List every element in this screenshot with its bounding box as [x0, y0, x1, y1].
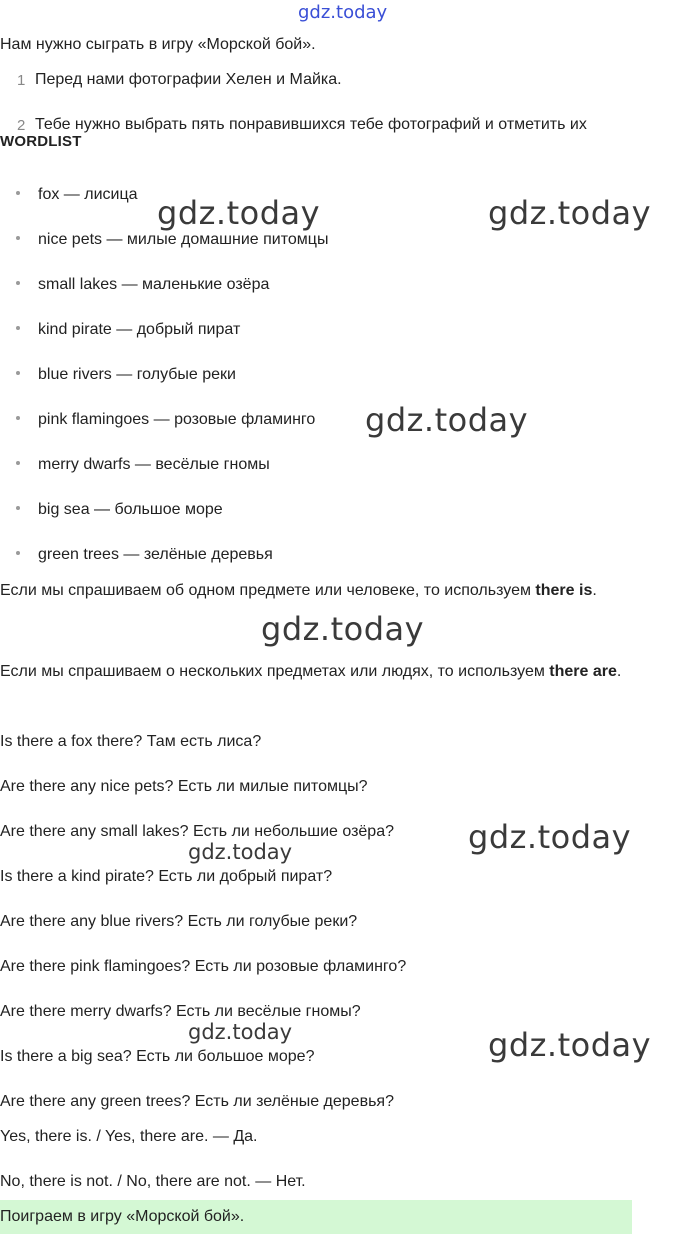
- list-item: [16, 186, 138, 204]
- step-number: 1: [17, 72, 26, 89]
- bullet-icon: [16, 416, 20, 420]
- example-line: Are there pink flamingoes? Есть ли розовые фламинго?: [0, 958, 407, 975]
- example-line: Is there a big sea? Есть ли большое море?: [0, 1048, 315, 1065]
- bullet-icon: [16, 326, 20, 330]
- list-item-text: small lakes — маленькие озёра: [38, 276, 270, 293]
- list-item: [16, 546, 273, 564]
- watermark: gdz.today: [488, 1026, 652, 1064]
- list-item-text: blue rivers — голубые реки: [38, 366, 236, 383]
- list-item-text: nice pets — милые домашние питомцы: [38, 231, 329, 248]
- list-item-text: kind pirate — добрый пират: [38, 321, 241, 338]
- rule-there-are: Если мы спрашиваем о нескольких предметах или людях, то используем there are.: [0, 663, 622, 680]
- example-line: Are there any nice pets? Есть ли милые питомцы?: [0, 778, 368, 795]
- example-line: Are there any blue rivers? Есть ли голубые реки?: [0, 913, 358, 930]
- step-text: Тебе нужно выбрать пять понравившихся тебе фотографий и отметить их: [35, 116, 587, 133]
- watermark: gdz.today: [157, 194, 321, 232]
- watermark: gdz.today: [188, 840, 293, 864]
- intro-text: Нам нужно сыграть в игру «Морской бой».: [0, 36, 316, 53]
- step-number: 2: [17, 117, 26, 134]
- example-answer-no: No, there is not. / No, there are not. — Нет.: [0, 1173, 306, 1190]
- watermark: gdz.today: [488, 194, 652, 232]
- watermark-top: gdz.today: [298, 2, 388, 23]
- final-note-text: Поиграем в игру «Морской бой».: [0, 1208, 245, 1225]
- example-line: Are there any green trees? Есть ли зелёные деревья?: [0, 1093, 394, 1110]
- highlight-note: [0, 1200, 632, 1234]
- list-item-text: merry dwarfs — весёлые гномы: [38, 456, 270, 473]
- example-answer-yes: Yes, there is. / Yes, there are. — Да.: [0, 1128, 258, 1145]
- list-item: [16, 456, 270, 474]
- list-item: [16, 231, 328, 249]
- watermark: gdz.today: [365, 401, 529, 439]
- step-text: Перед нами фотографии Хелен и Майка.: [35, 71, 342, 88]
- clipped-step-row: [0, 112, 680, 134]
- example-line: Are there merry dwarfs? Есть ли весёлые гномы?: [0, 1003, 361, 1020]
- bullet-icon: [16, 461, 20, 465]
- list-item: [16, 366, 236, 384]
- list-item: [16, 411, 315, 429]
- watermark: gdz.today: [188, 1020, 293, 1044]
- list-item-text: green trees — зелёные деревья: [38, 546, 273, 563]
- list-item-text: pink flamingoes — розовые фламинго: [38, 411, 316, 428]
- list-item: [16, 501, 223, 519]
- bullet-icon: [16, 191, 20, 195]
- rule-there-is: Если мы спрашиваем об одном предмете или человеке, то используем there is.: [0, 582, 597, 599]
- example-line: Is there a fox there? Там есть лиса?: [0, 733, 262, 750]
- watermark: gdz.today: [468, 818, 632, 856]
- bullet-icon: [16, 281, 20, 285]
- bullet-icon: [16, 506, 20, 510]
- example-line: Are there any small lakes? Есть ли небольшие озёра?: [0, 823, 394, 840]
- list-item-text: fox — лисица: [38, 186, 138, 203]
- list-item: [16, 276, 269, 294]
- bullet-icon: [16, 551, 20, 555]
- bullet-icon: [16, 371, 20, 375]
- list-item: [16, 321, 240, 339]
- watermark: gdz.today: [261, 610, 425, 648]
- wordlist-heading: WORDLIST: [0, 133, 82, 150]
- bullet-icon: [16, 236, 20, 240]
- example-line: Is there a kind pirate? Есть ли добрый пират?: [0, 868, 333, 885]
- list-item-text: big sea — большое море: [38, 501, 223, 518]
